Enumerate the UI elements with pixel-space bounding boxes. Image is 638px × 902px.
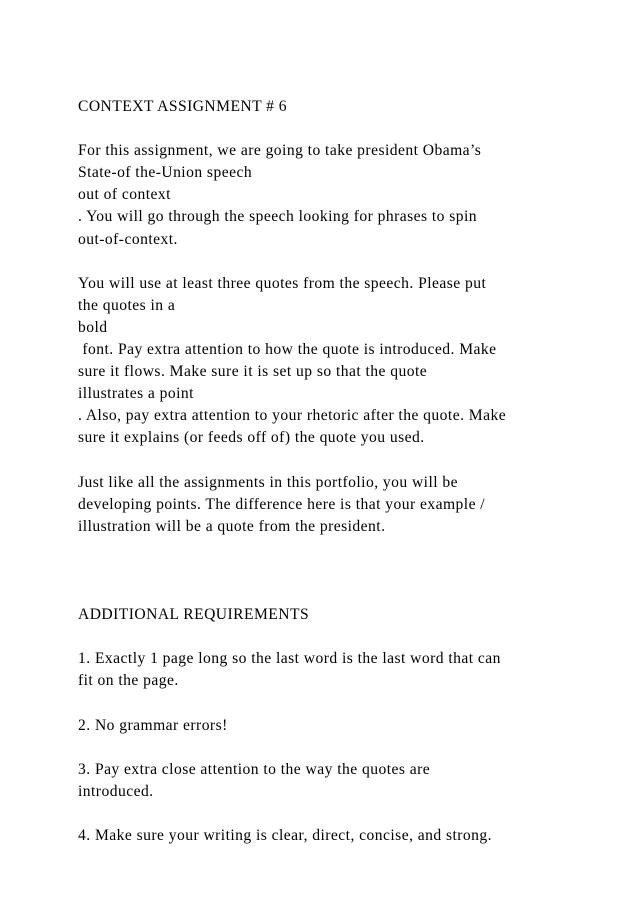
- paragraph-line: illustration will be a quote from the president.: [78, 517, 386, 535]
- requirements-heading: ADDITIONAL REQUIREMENTS: [78, 606, 310, 624]
- paragraph-line: out-of-context.: [78, 230, 178, 248]
- requirement-line: 3. Pay extra close attention to the way the quotes are: [78, 760, 431, 778]
- requirement-line: introduced.: [78, 782, 154, 800]
- paragraph-line: the quotes in a: [78, 296, 176, 314]
- paragraph-line: . You will go through the speech looking for phrases to spin: [78, 208, 478, 226]
- paragraph-line: State-of the-Union speech: [78, 164, 253, 182]
- requirement-line: fit on the page.: [78, 672, 179, 690]
- paragraph-line: developing points. The difference here is that your example /: [78, 495, 486, 513]
- requirement-item-1: [78, 648, 618, 692]
- paragraph-line: illustrates a point: [78, 385, 194, 403]
- paragraph-line: For this assignment, we are going to take president Obama’s: [78, 142, 482, 160]
- paragraph-line: sure it flows. Make sure it is set up so that the quote: [78, 363, 428, 381]
- requirement-item-2: [78, 715, 618, 737]
- paragraph-quotes: [78, 273, 618, 450]
- paragraph-line: You will use at least three quotes from the speech. Please put: [78, 274, 487, 292]
- paragraph-portfolio: [78, 472, 618, 538]
- paragraph-line: font. Pay extra attention to how the quote is introduced. Make: [78, 341, 497, 359]
- requirement-line: 4. Make sure your writing is clear, direct, concise, and strong.: [78, 827, 493, 845]
- requirement-item-4: [78, 825, 618, 847]
- requirement-item-3: [78, 759, 618, 803]
- requirement-line: 2. No grammar errors!: [78, 716, 228, 734]
- paragraph-line: sure it explains (or feeds off of) the quote you used.: [78, 429, 425, 447]
- assignment-title: CONTEXT ASSIGNMENT # 6: [78, 98, 288, 115]
- paragraph-line: . Also, pay extra attention to your rhetoric after the quote. Make: [78, 407, 507, 425]
- paragraph-line: Just like all the assignments in this portfolio, you will be: [78, 473, 458, 491]
- paragraph-intro: [78, 140, 618, 250]
- document-body: [78, 96, 618, 847]
- paragraph-line: out of context: [78, 186, 171, 204]
- requirement-line: 1. Exactly 1 page long so the last word is the last word that can: [78, 650, 501, 668]
- paragraph-line: bold: [78, 318, 108, 336]
